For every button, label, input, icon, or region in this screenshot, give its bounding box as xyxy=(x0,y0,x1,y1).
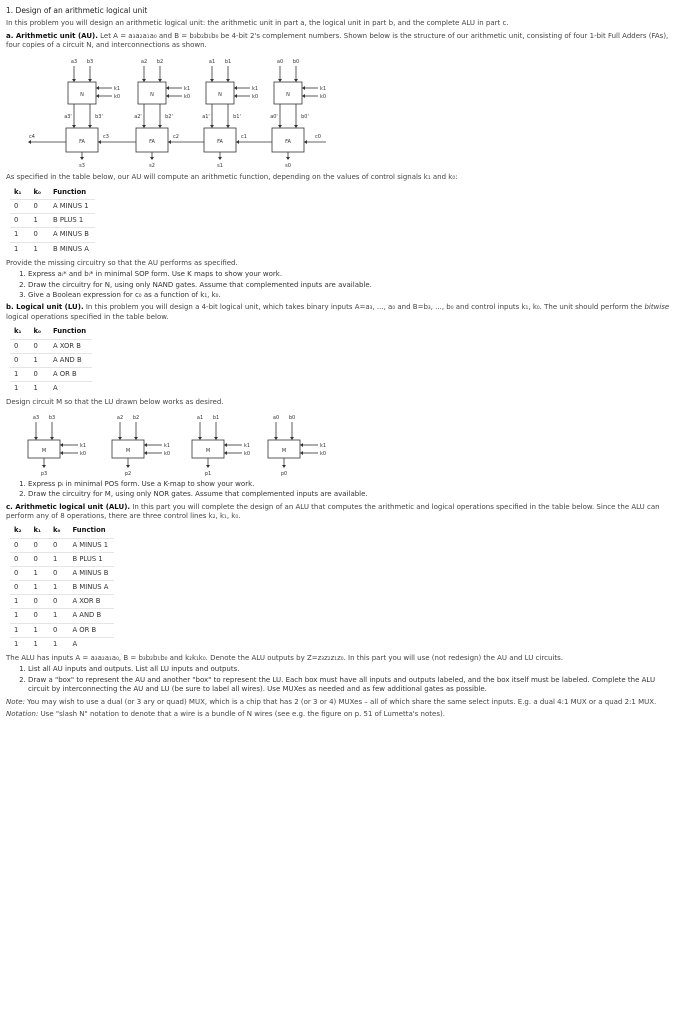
k1-label: k1 xyxy=(320,86,327,93)
lu-input-label-a: a3 xyxy=(32,414,40,421)
lu-table-cell: 1 xyxy=(10,367,28,381)
full-adder-label: FA xyxy=(79,139,85,146)
wire-a-in-head xyxy=(210,79,214,82)
sum-label: s1 xyxy=(217,163,223,170)
au-circuit-svg xyxy=(6,52,674,170)
input-label-b: b2 xyxy=(156,59,164,66)
lu-k1-label: k1 xyxy=(80,442,87,449)
lu-wire-b-in-head xyxy=(214,437,218,440)
lu-wire-out-head xyxy=(126,465,130,468)
part-c-paragraph xyxy=(6,503,674,522)
carry-label: c1 xyxy=(241,134,247,141)
wire-carry-head xyxy=(168,140,171,144)
k1-label: k1 xyxy=(252,86,259,93)
lu-circuit-svg xyxy=(6,410,674,478)
alu-table-header-cell: k₁ xyxy=(33,526,41,535)
wire-a-star-head xyxy=(210,125,214,128)
lu-wire-a-in-head xyxy=(118,437,122,440)
part-b-paragraph xyxy=(6,303,674,322)
lu-input-label-a: a2 xyxy=(116,414,124,421)
note-label: Note: xyxy=(6,697,25,706)
alu-table-cell: A AND B xyxy=(67,609,115,623)
part-a-text: Let A = a₃a₂a₁a₀ and B = b₃b₂b₁b₀ be 4-bit 2's complement numbers. Shown below is the structure of our arithmetic unit, consisting of four 1-bit Full Adders (FAs), four copies of a circuit N, and interconnections as shown. xyxy=(6,31,669,49)
part-c-task-list xyxy=(6,665,674,694)
lu-wire-a-in-head xyxy=(198,437,202,440)
lu-output-label: p2 xyxy=(124,470,132,477)
lu-table-header-cell: k₁ xyxy=(14,327,22,336)
part-b-task: 2. Draw the circuitry for M, using only NOR gates. Assume that complemented inputs are available. xyxy=(28,490,674,499)
lu-table-cell: 1 xyxy=(28,382,48,396)
part-a-heading: a. Arithmetic unit (AU). xyxy=(6,31,98,40)
lu-table-cell: A XOR B xyxy=(47,339,92,353)
a-star-label: a0' xyxy=(270,114,278,121)
alu-table-row xyxy=(10,552,114,566)
lu-table-header-cell: Function xyxy=(53,327,87,336)
notation-paragraph xyxy=(6,710,674,719)
au-table-cell: A MINUS B xyxy=(47,228,95,242)
lu-wire-k0-head xyxy=(144,451,147,455)
lu-table-cell: 0 xyxy=(28,367,48,381)
part-c-heading: c. Arithmetic logical unit (ALU). xyxy=(6,502,131,511)
alu-table-cell: A MINUS B xyxy=(67,566,115,580)
lu-wire-out-head xyxy=(42,465,46,468)
alu-table-header-cell: Function xyxy=(72,526,106,535)
part-a-task: 1. Express aᵢ* and bᵢ* in minimal SOP form. Use K maps to show your work. xyxy=(28,270,674,279)
alu-table-cell: 0 xyxy=(10,552,28,566)
au-table-cell: 0 xyxy=(28,228,48,242)
lu-wire-k0-head xyxy=(60,451,63,455)
wire-b-star-head xyxy=(158,125,162,128)
lu-function-table xyxy=(10,325,92,395)
wire-carry-head xyxy=(98,140,101,144)
lu-input-label-b: b2 xyxy=(132,414,140,421)
wire-a-star-head xyxy=(278,125,282,128)
alu-table-cell: 1 xyxy=(28,637,48,651)
alu-table-row xyxy=(10,595,114,609)
part-b-text: In this problem you will design a 4-bit logical unit, which takes binary inputs A=a₃, ..., a₀ and B=b₃, ..., b₀ and control inputs k₁, k₀. The unit should perform the xyxy=(85,303,643,312)
alu-table-cell: A xyxy=(67,637,115,651)
alu-table-row xyxy=(10,609,114,623)
full-adder-label: FA xyxy=(149,139,155,146)
lu-table-row xyxy=(10,353,92,367)
au-table-cell: 1 xyxy=(28,214,48,228)
lu-wire-b-in-head xyxy=(290,437,294,440)
wire-carry-head xyxy=(236,140,239,144)
alu-table-cell: 0 xyxy=(10,581,28,595)
lu-table-header-cell: k₀ xyxy=(33,327,41,336)
wire-k0-head xyxy=(302,94,305,98)
alu-table-cell: 1 xyxy=(47,637,67,651)
alu-table-cell: 0 xyxy=(10,538,28,552)
input-label-a: a0 xyxy=(276,59,284,66)
b-star-label: b1' xyxy=(233,114,241,121)
lu-wire-out-head xyxy=(206,465,210,468)
wire-b-in-head xyxy=(158,79,162,82)
au-table-cell: 0 xyxy=(10,214,28,228)
wire-k0-head xyxy=(166,94,169,98)
wire-b-star-head xyxy=(226,125,230,128)
lu-table-cell: 0 xyxy=(10,353,28,367)
lu-table-row xyxy=(10,339,92,353)
input-label-b: b0 xyxy=(292,59,300,66)
lu-input-label-a: a0 xyxy=(272,414,280,421)
alu-table-cell: 1 xyxy=(28,566,48,580)
k1-label: k1 xyxy=(114,86,121,93)
lu-table-row xyxy=(10,367,92,381)
carry-in-label: c0 xyxy=(315,134,321,141)
alu-table-cell: 0 xyxy=(47,566,67,580)
circuit-m-label: M xyxy=(41,447,47,454)
circuit-m-label: M xyxy=(205,447,211,454)
carry-label: c3 xyxy=(103,134,109,141)
lu-output-label: p3 xyxy=(40,470,48,477)
alu-table-row xyxy=(10,623,114,637)
wire-k0-head xyxy=(96,94,99,98)
part-a-table-intro: As specified in the table below, our AU will compute an arithmetic function, depending on the values of control signals k₁ and k₀: xyxy=(6,173,458,182)
au-table-cell: 1 xyxy=(10,242,28,256)
alu-table-cell: 0 xyxy=(47,623,67,637)
sum-label: s3 xyxy=(79,163,85,170)
lu-input-label-b: b1 xyxy=(212,414,220,421)
lu-k0-label: k0 xyxy=(244,450,251,457)
lu-table-cell: 1 xyxy=(28,353,48,367)
alu-table-cell: 0 xyxy=(28,552,48,566)
alu-table-cell: 1 xyxy=(10,637,28,651)
sum-label: s2 xyxy=(149,163,155,170)
alu-table-cell: 1 xyxy=(28,623,48,637)
part-a-paragraph xyxy=(6,32,674,51)
part-b-design: Design circuit M so that the LU drawn below works as desired. xyxy=(6,398,224,407)
part-b-text-end: logical operations specified in the table below. xyxy=(6,312,169,321)
au-table-cell: 1 xyxy=(28,242,48,256)
k0-label: k0 xyxy=(114,94,121,101)
wire-b-in-head xyxy=(294,79,298,82)
au-table-cell: 0 xyxy=(28,200,48,214)
wire-a-in-head xyxy=(278,79,282,82)
au-function-table xyxy=(10,186,95,256)
alu-table-row xyxy=(10,637,114,651)
alu-table-header-cell: k₀ xyxy=(53,526,61,535)
lu-k1-label: k1 xyxy=(244,442,251,449)
a-star-label: a1' xyxy=(202,114,210,121)
lu-table-cell: A xyxy=(47,382,92,396)
lu-output-label: p1 xyxy=(204,470,212,477)
lu-diagram xyxy=(6,410,674,478)
input-label-a: a1 xyxy=(208,59,216,66)
au-table-row xyxy=(10,214,95,228)
wire-k1-head xyxy=(166,86,169,90)
wire-b-in-head xyxy=(88,79,92,82)
lu-table-row xyxy=(10,382,92,396)
au-table-header-cell: k₀ xyxy=(33,187,41,196)
k0-label: k0 xyxy=(252,94,259,101)
au-table-cell: 1 xyxy=(10,228,28,242)
alu-table-header-row xyxy=(10,524,114,538)
au-diagram xyxy=(6,52,674,170)
part-c-inputs-text: The ALU has inputs A = a₃a₂a₁a₀, B = b₃b₂b₁b₀ and k₂k₁k₀. Denote the ALU outputs by Z=z₃z₂z₁z₀. In this part you will use (not redesign) the AU and LU circuits. xyxy=(6,653,563,662)
au-table-cell: A MINUS 1 xyxy=(47,200,95,214)
au-table-header-cell: k₁ xyxy=(14,187,22,196)
wire-c0-head xyxy=(304,140,307,144)
part-b-text-italic: bitwise xyxy=(644,303,670,312)
part-c-task: 2. Draw a "box" to represent the AU and another "box" to represent the LU. Each box must have all inputs and outputs labeled, and the box itself must be labeled. Complete the ALU circuit by interconnecting the AU and LU (be sure to label all wires). Use MUXes as needed and as few additional gates as possible. xyxy=(28,676,674,695)
lu-wire-k0-head xyxy=(224,451,227,455)
input-label-a: a2 xyxy=(140,59,148,66)
au-table-header-cell: Function xyxy=(53,187,87,196)
au-table-row xyxy=(10,242,95,256)
alu-table-cell: 1 xyxy=(10,623,28,637)
problem-title: 1. Design of an arithmetic logical unit xyxy=(6,6,148,15)
part-b-task-list xyxy=(6,480,674,500)
lu-table-cell: A AND B xyxy=(47,353,92,367)
lu-wire-b-in-head xyxy=(134,437,138,440)
au-table-row xyxy=(10,228,95,242)
lu-wire-k1-head xyxy=(60,443,63,447)
wire-b-star-head xyxy=(88,125,92,128)
circuit-n-label: N xyxy=(80,92,84,99)
full-adder-label: FA xyxy=(217,139,223,146)
wire-a-in-head xyxy=(72,79,76,82)
lu-table-cell: 0 xyxy=(28,339,48,353)
alu-table-cell: B MINUS A xyxy=(67,581,115,595)
part-b-task: 1. Express pᵢ in minimal POS form. Use a K-map to show your work. xyxy=(28,480,674,489)
alu-table-cell: 0 xyxy=(47,595,67,609)
alu-table-cell: A XOR B xyxy=(67,595,115,609)
au-table-header-row xyxy=(10,186,95,200)
alu-table-cell: 0 xyxy=(10,566,28,580)
lu-k1-label: k1 xyxy=(320,442,327,449)
part-a-provide: Provide the missing circuitry so that the AU performs as specified. xyxy=(6,258,238,267)
circuit-m-label: M xyxy=(125,447,131,454)
b-star-label: b0' xyxy=(301,114,309,121)
lu-input-label-a: a1 xyxy=(196,414,204,421)
wire-b-star-head xyxy=(294,125,298,128)
circuit-m-label: M xyxy=(281,447,287,454)
alu-table-cell: 0 xyxy=(28,595,48,609)
lu-k0-label: k0 xyxy=(164,450,171,457)
a-star-label: a2' xyxy=(134,114,142,121)
wire-c4-head xyxy=(28,140,31,144)
lu-input-label-b: b3 xyxy=(48,414,56,421)
alu-table-row xyxy=(10,538,114,552)
alu-table-header-cell: k₂ xyxy=(14,526,22,535)
alu-function-table xyxy=(10,524,114,651)
wire-a-star-head xyxy=(72,125,76,128)
carry-label: c2 xyxy=(173,134,179,141)
notation-text: Use "slash N" notation to denote that a wire is a bundle of N wires (see e.g. the figure on p. 51 of Lumetta's notes). xyxy=(40,710,445,719)
au-table-cell: B PLUS 1 xyxy=(47,214,95,228)
circuit-n-label: N xyxy=(286,92,290,99)
wire-k1-head xyxy=(96,86,99,90)
part-a-task-list xyxy=(6,270,674,300)
lu-table-cell: 1 xyxy=(10,382,28,396)
part-a-task: 3. Give a Boolean expression for c₀ as a function of k₁, k₀. xyxy=(28,291,674,300)
lu-wire-b-in-head xyxy=(50,437,54,440)
b-star-label: b3' xyxy=(95,114,103,121)
lu-wire-k1-head xyxy=(144,443,147,447)
b-star-label: b2' xyxy=(165,114,173,121)
lu-output-label: p0 xyxy=(280,470,288,477)
alu-table-row xyxy=(10,581,114,595)
wire-k1-head xyxy=(234,86,237,90)
alu-table-cell: 1 xyxy=(47,552,67,566)
part-c-text: In this part you will complete the design of an ALU that computes the arithmetic and logical operations specified in the table below. Since the ALU can perform any of 8 operations, there are three control lines k₂, k₁, k₀. xyxy=(6,502,660,520)
circuit-n-label: N xyxy=(218,92,222,99)
k1-label: k1 xyxy=(184,86,191,93)
input-label-b: b3 xyxy=(86,59,94,66)
wire-sum-out-head xyxy=(150,157,154,160)
input-label-a: a3 xyxy=(70,59,78,66)
alu-table-cell: 0 xyxy=(28,609,48,623)
lu-wire-k1-head xyxy=(300,443,303,447)
lu-table-header-row xyxy=(10,325,92,339)
alu-table-cell: 1 xyxy=(10,609,28,623)
alu-table-cell: A OR B xyxy=(67,623,115,637)
a-star-label: a3' xyxy=(64,114,72,121)
alu-table-cell: 1 xyxy=(10,595,28,609)
carry-out-label: c4 xyxy=(29,134,35,141)
part-b-heading: b. Logical unit (LU). xyxy=(6,303,84,312)
circuit-n-label: N xyxy=(150,92,154,99)
intro-text: In this problem you will design an arithmetic logical unit: the arithmetic unit in part a, the logical unit in part b, and the complete ALU in part c. xyxy=(6,19,509,28)
wire-sum-out-head xyxy=(286,157,290,160)
part-a-task: 2. Draw the circuitry for N, using only NAND gates. Assume that complemented inputs are available. xyxy=(28,281,674,290)
au-table-cell: B MINUS A xyxy=(47,242,95,256)
input-label-b: b1 xyxy=(224,59,232,66)
alu-table-cell: 0 xyxy=(47,538,67,552)
lu-input-label-b: b0 xyxy=(288,414,296,421)
sum-label: s0 xyxy=(285,163,291,170)
wire-sum-out-head xyxy=(80,157,84,160)
au-table-cell: 0 xyxy=(10,200,28,214)
lu-k0-label: k0 xyxy=(80,450,87,457)
lu-wire-a-in-head xyxy=(34,437,38,440)
notation-label: Notation: xyxy=(6,710,39,719)
lu-table-cell: 0 xyxy=(10,339,28,353)
au-table-row xyxy=(10,200,95,214)
wire-a-star-head xyxy=(142,125,146,128)
alu-table-cell: 1 xyxy=(28,581,48,595)
alu-table-cell: A MINUS 1 xyxy=(67,538,115,552)
note-text: You may wish to use a dual (or 3 ary or quad) MUX, which is a chip that has 2 (or 3 or 4) MUXes – all of which share the same select inputs. E.g. a dual 4:1 MUX or a quad 2:1 MUX. xyxy=(27,697,657,706)
lu-table-cell: A OR B xyxy=(47,367,92,381)
lu-wire-out-head xyxy=(282,465,286,468)
wire-k0-head xyxy=(234,94,237,98)
alu-table-cell: 0 xyxy=(28,538,48,552)
full-adder-label: FA xyxy=(285,139,291,146)
alu-table-cell: 1 xyxy=(47,581,67,595)
lu-wire-a-in-head xyxy=(274,437,278,440)
alu-table-cell: 1 xyxy=(47,609,67,623)
alu-table-cell: B PLUS 1 xyxy=(67,552,115,566)
note-paragraph xyxy=(6,698,674,707)
lu-wire-k1-head xyxy=(224,443,227,447)
wire-sum-out-head xyxy=(218,157,222,160)
alu-table-row xyxy=(10,566,114,580)
wire-k1-head xyxy=(302,86,305,90)
k0-label: k0 xyxy=(184,94,191,101)
lu-wire-k0-head xyxy=(300,451,303,455)
lu-k1-label: k1 xyxy=(164,442,171,449)
k0-label: k0 xyxy=(320,94,327,101)
part-c-task: 1. List all AU inputs and outputs. List all LU inputs and outputs. xyxy=(28,665,674,674)
wire-b-in-head xyxy=(226,79,230,82)
lu-k0-label: k0 xyxy=(320,450,327,457)
wire-a-in-head xyxy=(142,79,146,82)
